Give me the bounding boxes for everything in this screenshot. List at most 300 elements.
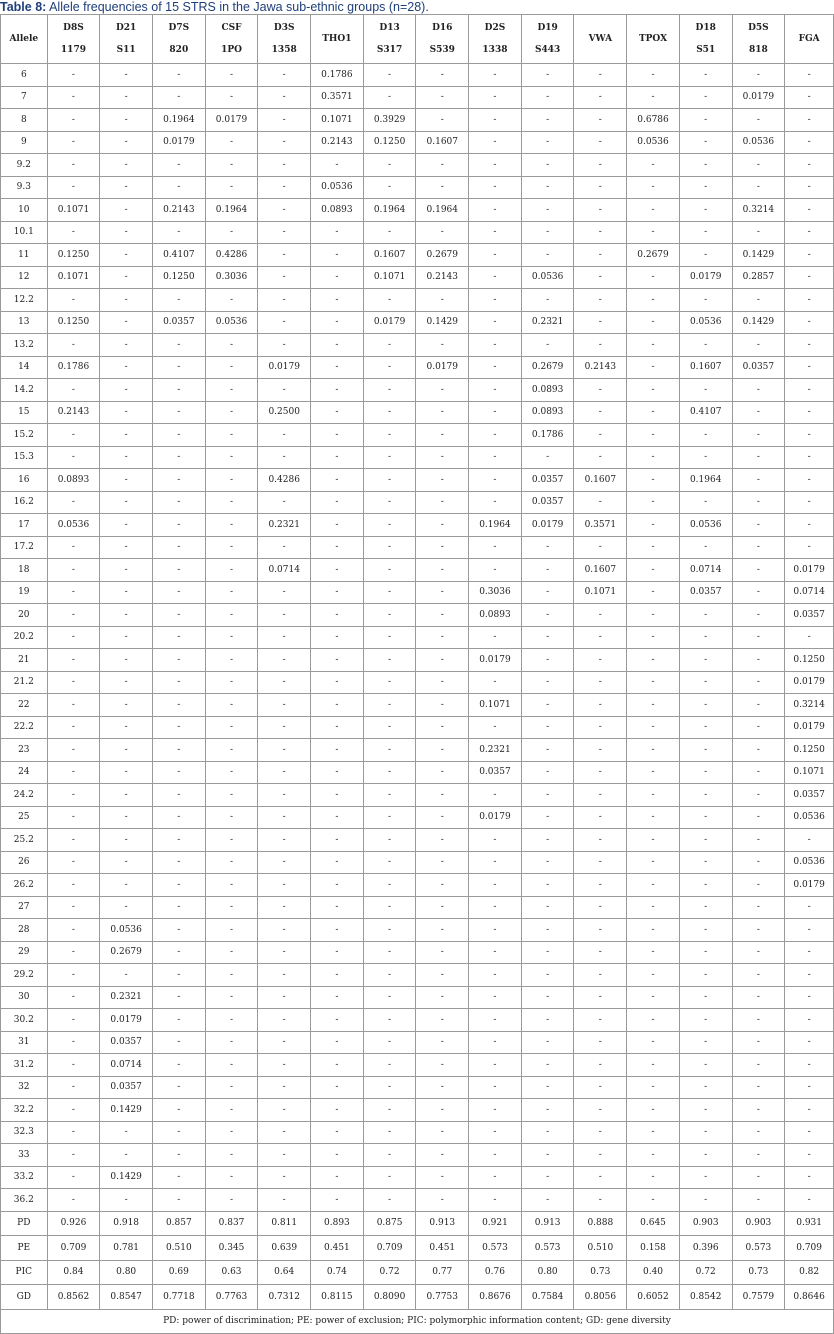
frequency-cell: -	[732, 154, 785, 177]
frequency-cell: -	[47, 289, 100, 312]
frequency-cell: 0.2679	[521, 356, 574, 379]
frequency-cell: -	[100, 176, 153, 199]
frequency-cell: -	[363, 851, 416, 874]
frequency-cell: -	[627, 761, 680, 784]
frequency-cell: -	[152, 446, 205, 469]
frequency-cell: -	[152, 176, 205, 199]
frequency-cell: -	[732, 221, 785, 244]
column-header-line1: D8S	[63, 22, 84, 33]
frequency-cell: -	[152, 986, 205, 1009]
frequency-cell: -	[521, 874, 574, 897]
table-row	[1, 199, 834, 222]
frequency-cell: -	[416, 941, 469, 964]
frequency-cell: 0.0893	[311, 199, 364, 222]
frequency-cell: -	[469, 109, 522, 132]
frequency-cell: -	[416, 469, 469, 492]
frequency-cell: -	[627, 986, 680, 1009]
frequency-cell: -	[521, 851, 574, 874]
column-header-line1: THO1	[322, 33, 352, 44]
frequency-cell: -	[732, 694, 785, 717]
frequency-cell: -	[311, 784, 364, 807]
frequency-cell: -	[732, 379, 785, 402]
allele-cell: 16.2	[1, 491, 48, 514]
frequency-cell: -	[311, 581, 364, 604]
frequency-cell: -	[627, 694, 680, 717]
column-header-line2: S443	[534, 44, 561, 55]
frequency-cell: -	[363, 221, 416, 244]
frequency-cell: -	[785, 176, 834, 199]
frequency-cell: -	[258, 1076, 311, 1099]
frequency-cell: -	[205, 469, 258, 492]
frequency-cell: -	[521, 154, 574, 177]
table-row	[1, 1076, 834, 1099]
frequency-cell: 0.2321	[258, 514, 311, 537]
frequency-cell: -	[679, 964, 732, 987]
frequency-cell: -	[416, 514, 469, 537]
frequency-cell: 0.709	[363, 1236, 416, 1261]
frequency-cell: -	[311, 356, 364, 379]
table-row	[1, 401, 834, 424]
frequency-cell: -	[152, 581, 205, 604]
frequency-cell: -	[205, 356, 258, 379]
frequency-cell: -	[732, 1121, 785, 1144]
frequency-cell: -	[416, 154, 469, 177]
column-header-locus	[205, 15, 258, 64]
table-row	[1, 379, 834, 402]
frequency-cell: -	[469, 851, 522, 874]
frequency-cell: -	[205, 784, 258, 807]
frequency-cell: -	[574, 806, 627, 829]
frequency-cell: -	[363, 874, 416, 897]
frequency-cell: -	[258, 334, 311, 357]
frequency-cell: -	[258, 154, 311, 177]
frequency-cell: -	[679, 739, 732, 762]
frequency-cell: 0.0536	[785, 851, 834, 874]
frequency-cell: 0.0179	[258, 356, 311, 379]
frequency-cell: -	[521, 806, 574, 829]
frequency-cell: -	[679, 1009, 732, 1032]
frequency-cell: -	[679, 919, 732, 942]
frequency-cell: -	[469, 401, 522, 424]
frequency-cell: -	[732, 649, 785, 672]
frequency-cell: -	[152, 626, 205, 649]
frequency-cell: -	[679, 851, 732, 874]
frequency-cell: -	[574, 739, 627, 762]
frequency-cell: -	[152, 536, 205, 559]
frequency-cell: 0.510	[574, 1236, 627, 1261]
frequency-cell: -	[205, 1189, 258, 1212]
frequency-cell: -	[574, 986, 627, 1009]
frequency-cell: -	[47, 716, 100, 739]
frequency-cell: 0.1071	[469, 694, 522, 717]
frequency-cell: -	[363, 154, 416, 177]
frequency-cell: -	[311, 536, 364, 559]
frequency-cell: -	[785, 356, 834, 379]
frequency-cell: 0.1607	[574, 469, 627, 492]
frequency-cell: -	[785, 896, 834, 919]
frequency-cell: 0.0179	[785, 874, 834, 897]
frequency-cell: 0.345	[205, 1236, 258, 1261]
frequency-cell: -	[469, 536, 522, 559]
table-row	[1, 356, 834, 379]
frequency-cell: -	[47, 86, 100, 109]
frequency-cell: -	[521, 694, 574, 717]
frequency-cell: -	[363, 784, 416, 807]
frequency-cell: -	[679, 64, 732, 87]
frequency-cell: -	[152, 356, 205, 379]
frequency-cell: -	[469, 1054, 522, 1077]
frequency-cell: -	[785, 154, 834, 177]
frequency-cell: 0.0536	[785, 806, 834, 829]
frequency-cell: -	[258, 1009, 311, 1032]
frequency-cell: 0.0357	[152, 311, 205, 334]
frequency-cell: -	[521, 1144, 574, 1167]
frequency-cell: -	[100, 716, 153, 739]
frequency-cell: 0.913	[416, 1211, 469, 1236]
frequency-cell: -	[258, 1166, 311, 1189]
frequency-cell: -	[732, 64, 785, 87]
frequency-cell: -	[521, 109, 574, 132]
frequency-cell: 0.0357	[785, 604, 834, 627]
frequency-cell: -	[469, 199, 522, 222]
frequency-cell: -	[363, 86, 416, 109]
column-header-line2: 818	[748, 44, 768, 55]
frequency-cell: -	[311, 1166, 364, 1189]
column-header-locus	[521, 15, 574, 64]
frequency-cell: -	[521, 199, 574, 222]
frequency-cell: 0.0357	[521, 469, 574, 492]
table-row	[1, 919, 834, 942]
stat-row	[1, 1236, 834, 1261]
table-row	[1, 559, 834, 582]
frequency-cell: -	[205, 1166, 258, 1189]
table-row	[1, 1009, 834, 1032]
frequency-cell: -	[152, 559, 205, 582]
frequency-cell: -	[205, 761, 258, 784]
allele-cell: 22.2	[1, 716, 48, 739]
frequency-cell: 0.2857	[732, 266, 785, 289]
frequency-cell: -	[732, 761, 785, 784]
frequency-cell: -	[521, 784, 574, 807]
frequency-cell: 0.1964	[679, 469, 732, 492]
frequency-cell: -	[469, 626, 522, 649]
frequency-cell: 0.7579	[732, 1285, 785, 1310]
frequency-cell: 0.4107	[152, 244, 205, 267]
table-row	[1, 1189, 834, 1212]
frequency-cell: -	[521, 604, 574, 627]
frequency-cell: -	[679, 221, 732, 244]
allele-cell: 20	[1, 604, 48, 627]
frequency-cell: -	[627, 86, 680, 109]
frequency-cell: -	[152, 1189, 205, 1212]
frequency-cell: -	[785, 941, 834, 964]
frequency-cell: -	[152, 604, 205, 627]
allele-cell: 14	[1, 356, 48, 379]
frequency-cell: 0.8056	[574, 1285, 627, 1310]
frequency-cell: 0.0893	[469, 604, 522, 627]
table-row	[1, 761, 834, 784]
frequency-cell: -	[47, 1076, 100, 1099]
frequency-cell: -	[785, 424, 834, 447]
frequency-cell: -	[574, 289, 627, 312]
frequency-cell: 0.8646	[785, 1285, 834, 1310]
frequency-cell: -	[205, 694, 258, 717]
column-header-locus	[152, 15, 205, 64]
frequency-cell: 0.0536	[679, 514, 732, 537]
frequency-cell: -	[258, 716, 311, 739]
allele-cell: 17	[1, 514, 48, 537]
allele-cell: 19	[1, 581, 48, 604]
frequency-cell: 0.7718	[152, 1285, 205, 1310]
frequency-cell: -	[363, 896, 416, 919]
frequency-cell: -	[205, 424, 258, 447]
table-body	[1, 64, 834, 1310]
frequency-cell: -	[679, 806, 732, 829]
frequency-cell: -	[47, 626, 100, 649]
allele-cell: 22	[1, 694, 48, 717]
frequency-cell: -	[152, 1121, 205, 1144]
frequency-cell: -	[785, 964, 834, 987]
table-row	[1, 1166, 834, 1189]
frequency-cell: -	[627, 896, 680, 919]
frequency-cell: -	[627, 874, 680, 897]
frequency-cell: -	[732, 986, 785, 1009]
frequency-cell: -	[152, 401, 205, 424]
frequency-cell: -	[100, 334, 153, 357]
frequency-cell: 0.0179	[363, 311, 416, 334]
column-header-locus	[785, 15, 834, 64]
frequency-cell: -	[574, 1144, 627, 1167]
frequency-cell: -	[521, 581, 574, 604]
frequency-cell: 0.1429	[416, 311, 469, 334]
frequency-cell: 0.837	[205, 1211, 258, 1236]
frequency-cell: -	[469, 469, 522, 492]
frequency-cell: 0.1964	[363, 199, 416, 222]
allele-cell: 32.3	[1, 1121, 48, 1144]
frequency-cell: -	[627, 1076, 680, 1099]
frequency-cell: -	[205, 514, 258, 537]
frequency-cell: -	[258, 694, 311, 717]
frequency-cell: 0.2143	[152, 199, 205, 222]
frequency-cell: 0.1964	[416, 199, 469, 222]
frequency-cell: 0.1071	[311, 109, 364, 132]
table-row	[1, 469, 834, 492]
frequency-cell: -	[521, 671, 574, 694]
frequency-cell: -	[469, 671, 522, 694]
frequency-cell: -	[627, 581, 680, 604]
frequency-cell: -	[679, 671, 732, 694]
frequency-cell: -	[152, 379, 205, 402]
frequency-cell: -	[521, 896, 574, 919]
frequency-cell: -	[416, 109, 469, 132]
frequency-cell: -	[679, 604, 732, 627]
frequency-cell: -	[732, 424, 785, 447]
frequency-cell: 0.0179	[416, 356, 469, 379]
column-header-line2: 1PO	[221, 44, 242, 55]
frequency-cell: -	[311, 469, 364, 492]
column-header-line2: S317	[376, 44, 403, 55]
frequency-cell: -	[47, 424, 100, 447]
frequency-cell: -	[363, 469, 416, 492]
frequency-cell: -	[258, 379, 311, 402]
frequency-cell: -	[785, 829, 834, 852]
table-row	[1, 1144, 834, 1167]
frequency-cell: -	[363, 649, 416, 672]
frequency-cell: 0.893	[311, 1211, 364, 1236]
allele-cell: 33.2	[1, 1166, 48, 1189]
frequency-cell: -	[732, 401, 785, 424]
frequency-cell: -	[574, 919, 627, 942]
column-header-line1: D2S	[484, 22, 506, 33]
frequency-cell: 0.3214	[732, 199, 785, 222]
frequency-cell: -	[152, 154, 205, 177]
frequency-cell: -	[47, 1121, 100, 1144]
frequency-cell: -	[521, 1189, 574, 1212]
frequency-cell: -	[258, 649, 311, 672]
frequency-cell: -	[679, 109, 732, 132]
frequency-cell: 0.84	[47, 1260, 100, 1285]
frequency-cell: -	[100, 784, 153, 807]
frequency-cell: 0.2679	[416, 244, 469, 267]
frequency-cell: -	[732, 919, 785, 942]
frequency-cell: -	[258, 851, 311, 874]
frequency-cell: -	[469, 1189, 522, 1212]
table-row	[1, 739, 834, 762]
frequency-cell: 0.1429	[100, 1099, 153, 1122]
frequency-cell: -	[785, 1099, 834, 1122]
frequency-cell: -	[732, 176, 785, 199]
frequency-cell: -	[152, 806, 205, 829]
allele-cell: 24	[1, 761, 48, 784]
frequency-cell: -	[521, 446, 574, 469]
allele-cell: 21.2	[1, 671, 48, 694]
frequency-cell: -	[627, 379, 680, 402]
frequency-cell: -	[258, 64, 311, 87]
table-row	[1, 176, 834, 199]
frequency-cell: -	[416, 784, 469, 807]
frequency-cell: -	[785, 1166, 834, 1189]
frequency-cell: -	[205, 581, 258, 604]
frequency-cell: 0.1250	[47, 244, 100, 267]
frequency-cell: -	[785, 221, 834, 244]
frequency-cell: -	[627, 964, 680, 987]
table-row	[1, 514, 834, 537]
frequency-cell: -	[627, 919, 680, 942]
frequency-cell: -	[416, 1166, 469, 1189]
frequency-cell: -	[785, 1189, 834, 1212]
frequency-cell: -	[627, 356, 680, 379]
frequency-cell: 0.7753	[416, 1285, 469, 1310]
allele-cell: 6	[1, 64, 48, 87]
frequency-cell: -	[311, 761, 364, 784]
frequency-cell: -	[574, 941, 627, 964]
column-header-locus	[258, 15, 311, 64]
frequency-cell: -	[100, 649, 153, 672]
frequency-cell: -	[311, 851, 364, 874]
frequency-cell: -	[416, 64, 469, 87]
frequency-cell: -	[311, 1099, 364, 1122]
frequency-cell: -	[521, 1009, 574, 1032]
frequency-cell: -	[152, 469, 205, 492]
frequency-cell: -	[521, 1031, 574, 1054]
frequency-cell: -	[679, 649, 732, 672]
frequency-cell: -	[627, 154, 680, 177]
frequency-cell: -	[732, 716, 785, 739]
frequency-cell: -	[627, 311, 680, 334]
frequency-cell: 0.1071	[574, 581, 627, 604]
frequency-cell: -	[47, 131, 100, 154]
frequency-cell: -	[574, 221, 627, 244]
allele-cell: 16	[1, 469, 48, 492]
allele-cell: 27	[1, 896, 48, 919]
frequency-cell: 0.8115	[311, 1285, 364, 1310]
frequency-cell: -	[416, 874, 469, 897]
frequency-cell: -	[469, 919, 522, 942]
table-row	[1, 1099, 834, 1122]
frequency-cell: 0.80	[100, 1260, 153, 1285]
frequency-cell: -	[100, 446, 153, 469]
frequency-cell: -	[679, 379, 732, 402]
frequency-cell: 0.0893	[47, 469, 100, 492]
frequency-cell: -	[785, 289, 834, 312]
frequency-cell: 0.0536	[679, 311, 732, 334]
frequency-cell: -	[311, 896, 364, 919]
frequency-cell: 0.573	[732, 1236, 785, 1261]
frequency-cell: 0.7312	[258, 1285, 311, 1310]
frequency-cell: -	[152, 1144, 205, 1167]
frequency-cell: 0.926	[47, 1211, 100, 1236]
frequency-cell: -	[521, 761, 574, 784]
frequency-cell: -	[627, 1031, 680, 1054]
frequency-cell: -	[732, 1031, 785, 1054]
frequency-cell: -	[100, 514, 153, 537]
column-header-line2: 1358	[271, 44, 297, 55]
column-header-line1: D19	[537, 22, 558, 33]
frequency-cell: -	[258, 244, 311, 267]
frequency-cell: -	[258, 806, 311, 829]
frequency-cell: 0.1607	[574, 559, 627, 582]
frequency-cell: -	[363, 536, 416, 559]
frequency-cell: -	[363, 64, 416, 87]
frequency-cell: -	[363, 424, 416, 447]
frequency-cell: -	[311, 311, 364, 334]
frequency-cell: 0.1250	[47, 311, 100, 334]
column-header-locus	[47, 15, 100, 64]
frequency-cell: 0.69	[152, 1260, 205, 1285]
frequency-cell: -	[47, 694, 100, 717]
frequency-cell: -	[100, 604, 153, 627]
frequency-cell: -	[732, 941, 785, 964]
footnote-row	[1, 1309, 834, 1333]
frequency-cell: -	[627, 671, 680, 694]
frequency-cell: -	[574, 1121, 627, 1144]
frequency-cell: -	[47, 986, 100, 1009]
frequency-cell: -	[152, 964, 205, 987]
frequency-cell: 0.4107	[679, 401, 732, 424]
allele-cell: 8	[1, 109, 48, 132]
allele-cell: 28	[1, 919, 48, 942]
frequency-cell: -	[574, 1054, 627, 1077]
frequency-cell: -	[574, 109, 627, 132]
frequency-cell: -	[679, 1031, 732, 1054]
allele-cell: 36.2	[1, 1189, 48, 1212]
frequency-cell: -	[363, 581, 416, 604]
frequency-cell: -	[679, 1166, 732, 1189]
column-header-locus	[679, 15, 732, 64]
table-row	[1, 424, 834, 447]
frequency-cell: -	[100, 1121, 153, 1144]
column-header-locus	[363, 15, 416, 64]
